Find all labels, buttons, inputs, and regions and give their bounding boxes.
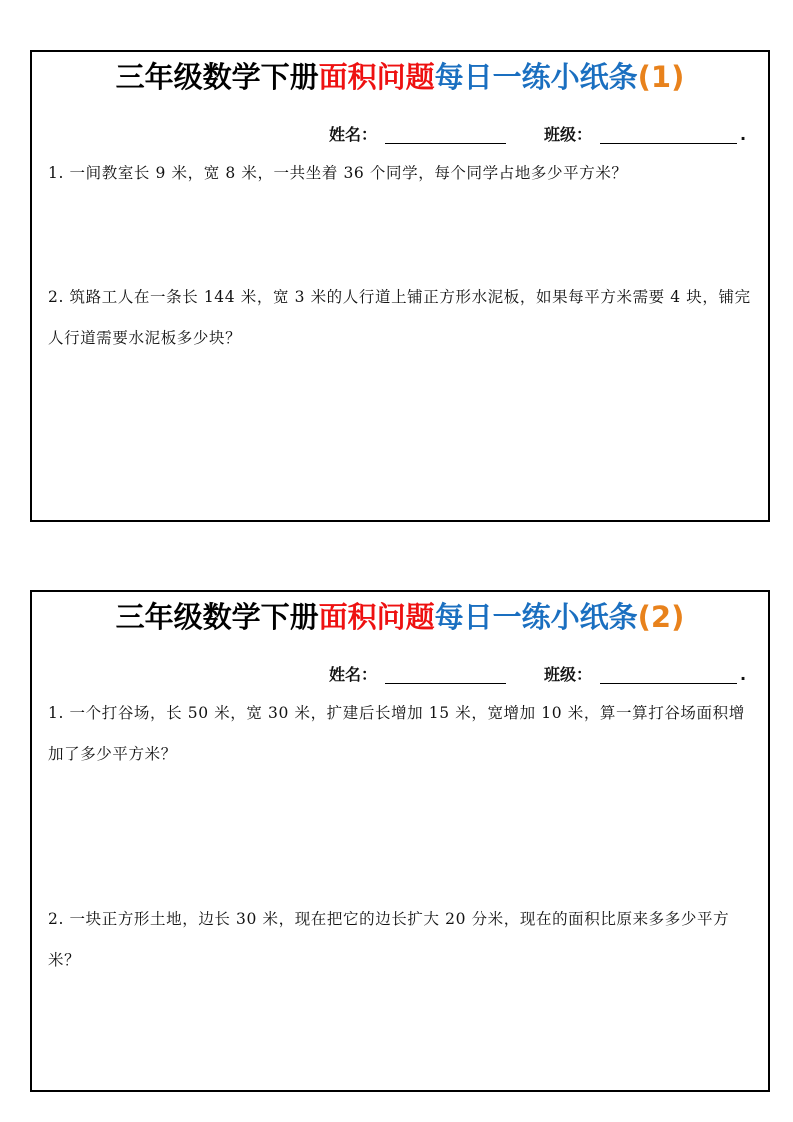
title-topic-text: 面积问题 [318, 60, 435, 94]
question-1: 1. 一个打谷场，长 50 米，宽 30 米，扩建后长增加 15 米，宽增加 10 米，算一算打谷场面积增加了多少平方米？ [48, 704, 745, 763]
title-daily-text: 每日一练小纸条 [434, 60, 638, 94]
class-label: 班级： [544, 125, 593, 144]
name-label: 姓名： [329, 125, 378, 144]
worksheet-card-2 [30, 590, 770, 1092]
title-daily-text: 每日一练小纸条 [434, 600, 638, 634]
name-label: 姓名： [329, 665, 378, 684]
question-2: 2. 筑路工人在一条长 144 米，宽 3 米的人行道上铺正方形水泥板，如果每平方米需要 4 块，铺完人行道需要水泥板多少块？ [48, 288, 751, 347]
title-grade-text: 三年级数学下册 [115, 60, 319, 94]
title-number-text: (2) [637, 600, 685, 634]
name-blank[interactable] [385, 683, 506, 684]
student-info-row [32, 124, 768, 146]
student-info-row [32, 664, 768, 686]
end-mark: . [740, 665, 747, 684]
card-title [32, 598, 768, 636]
question-2: 2. 一块正方形土地，边长 30 米，现在把它的边长扩大 20 分米，现在的面积比原来多多少平方米？ [48, 910, 730, 969]
question-1: 1. 一间教室长 9 米，宽 8 米，一共坐着 36 个同学，每个同学占地多少平方米？ [48, 164, 628, 182]
end-mark: . [740, 125, 747, 144]
name-blank[interactable] [385, 143, 506, 144]
class-label: 班级： [544, 665, 593, 684]
card-title [32, 58, 768, 96]
title-topic-text: 面积问题 [318, 600, 435, 634]
class-blank[interactable] [600, 683, 737, 684]
class-blank[interactable] [600, 143, 737, 144]
title-number-text: (1) [637, 60, 685, 94]
worksheet-card-1 [30, 50, 770, 522]
title-grade-text: 三年级数学下册 [115, 600, 319, 634]
